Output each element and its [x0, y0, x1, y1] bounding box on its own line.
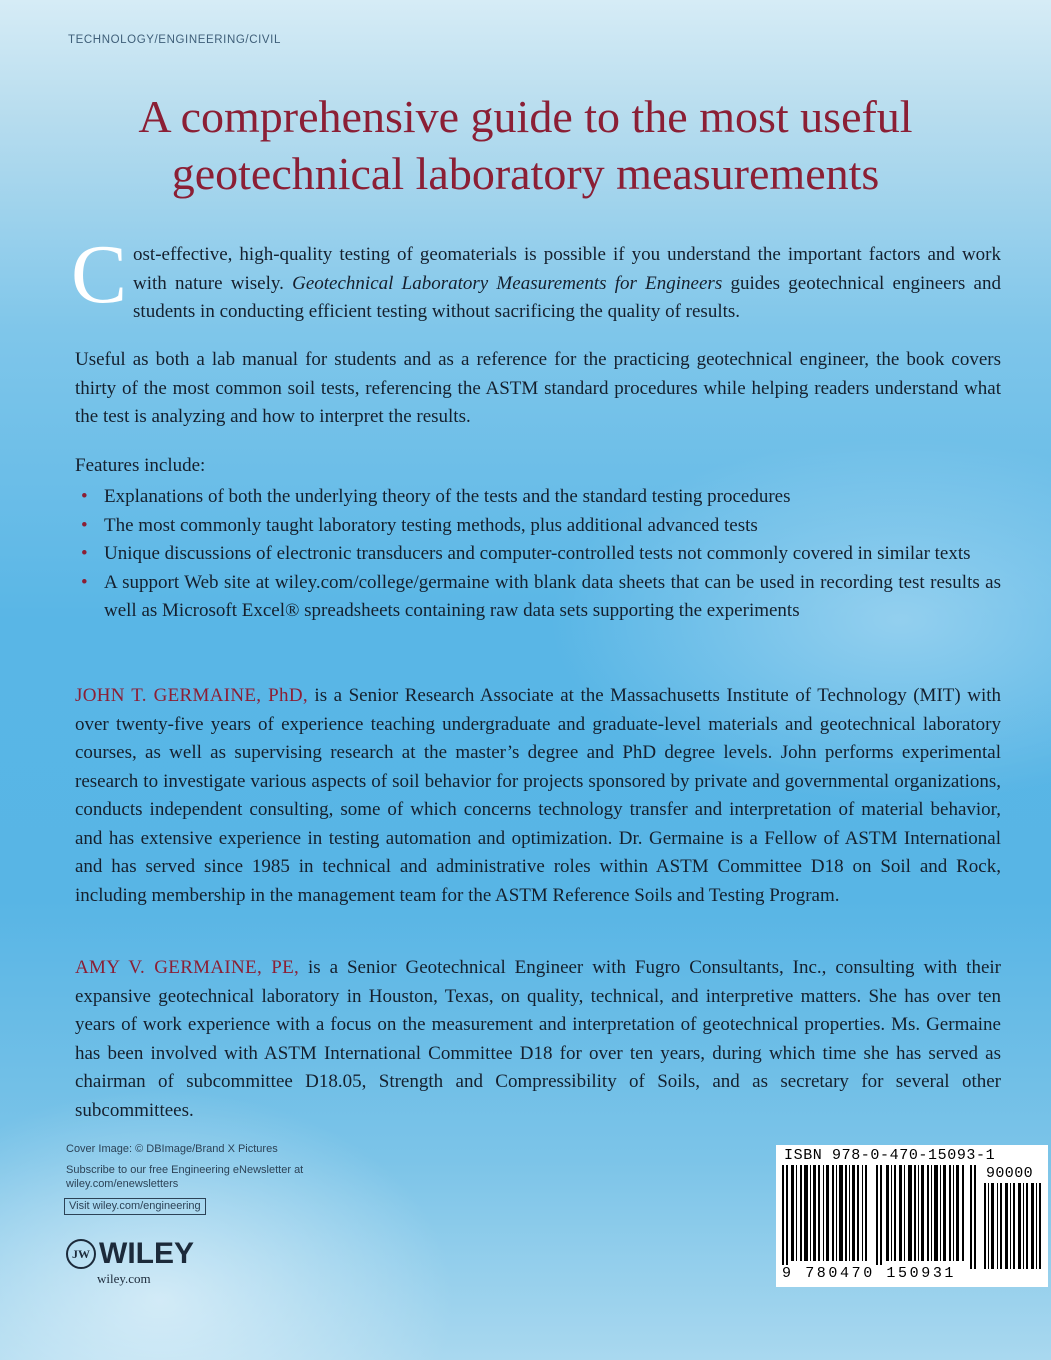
- author-bio-john: [75, 682, 1001, 910]
- feature-item: • The most commonly taught laboratory testing methods, plus additional advanced tests: [75, 512, 1001, 541]
- publisher-url: wiley.com: [97, 1271, 151, 1286]
- wiley-emblem-icon: JW: [66, 1239, 96, 1269]
- cover-credit: Cover Image: © DBImage/Brand X Pictures: [66, 1143, 278, 1155]
- bullet-icon: •: [81, 486, 88, 507]
- headline: [0, 88, 1051, 202]
- intro-paragraph: [71, 228, 1001, 327]
- price-code: 90000: [986, 1165, 1034, 1182]
- author-name-amy: AMY V. GERMAINE, PE,: [75, 957, 300, 978]
- feature-item: • Unique discussions of electronic transducers and computer-controlled tests not commonly covered in similar texts: [75, 540, 1001, 569]
- intro-text-end: guides geotechnical engineers and students in conducting efficient testing without sacrificing the quality of results.: [133, 272, 1001, 322]
- wiley-logo: [66, 1236, 194, 1272]
- bullet-icon: •: [81, 514, 88, 536]
- bullet-icon: •: [81, 571, 88, 593]
- features-heading: Features include:: [75, 455, 206, 476]
- author-bio-text: is a Senior Research Associate at the Massachusetts Institute of Technology (MIT) with over twenty-five years of experience teaching undergraduate and graduate-level materials and geotechnical laboratory courses, as well as supervising research at the master’s degree and PhD degree levels. John performs experimental research to investigate various aspects of soil behavior for projects sponsored by private and governmental organizations, conducts independent consulting, some of which concerns technology transfer and interpretation of material behavior, and has extensive experience in testing automation and optimization. Dr. Germaine is a Fellow of ASTM International and has served since 1985 in technical and administrative roles within ASTM Committee D18 on Soil and Rock, including membership in the management team for the ASTM Reference Soils and Testing Program.: [75, 685, 1002, 906]
- features-list: [75, 483, 1001, 626]
- isbn-barcode: [776, 1145, 1048, 1287]
- headline-line-2: geotechnical laboratory measurements: [171, 148, 880, 199]
- category-label: TECHNOLOGY/ENGINEERING/CIVIL: [68, 34, 281, 46]
- drop-cap: C: [71, 228, 128, 321]
- feature-item: • A support Web site at wiley.com/college/germaine with blank data sheets that can be used in recording test results as well as Microsoft Excel® spreadsheets containing raw data sets supporting the experiments: [75, 569, 1001, 626]
- overview-paragraph: Useful as both a lab manual for students and as a reference for the practicing geotechnical engineer, the book covers thirty of the most common soil tests, referencing the ASTM standard procedures while helping readers understand what the test is analyzing and how to interpret the results.: [75, 349, 1001, 427]
- newsletter-note: Subscribe to our free Engineering eNewsletter at wiley.com/enewsletters: [66, 1164, 304, 1190]
- isbn-label: ISBN 978-0-470-15093-1: [784, 1147, 996, 1164]
- barcode-digits: 9 780470 150931: [782, 1265, 957, 1282]
- visit-link[interactable]: Visit wiley.com/engineering: [64, 1198, 206, 1215]
- intro-text-start: ost-effective, high-quality testing of geomaterials is possible if you understand the important factors and work with nature wisely.: [133, 244, 1001, 294]
- headline-line-1: A comprehensive guide to the most useful: [138, 91, 913, 142]
- bullet-icon: •: [81, 543, 88, 564]
- author-name-john: JOHN T. GERMAINE, PhD,: [75, 685, 308, 706]
- publisher-name: WILEY: [99, 1237, 194, 1270]
- author-bio-amy: [75, 954, 1001, 1125]
- author-bio-text: is a Senior Geotechnical Engineer with Fugro Consultants, Inc., consulting with their expansive geotechnical laboratory in Houston, Texas, on quality, technical, and interpretive matters. She has over ten years of work experience with a focus on the measurement and interpretation of geotechnical properties. Ms. Germaine has been involved with ASTM International Committee D18 for over ten years, during which time she has served as chairman of subcommittee D18.05, Strength and Compressibility of Soils, and as secretary for several other subcommittees.: [75, 957, 1001, 1121]
- price-barcode-bars: [984, 1183, 1042, 1269]
- barcode-bars: [782, 1165, 978, 1269]
- feature-item: • Explanations of both the underlying theory of the tests and the standard testing procedures: [75, 483, 1001, 512]
- book-title: Geotechnical Laboratory Measurements for Engineers: [292, 272, 723, 294]
